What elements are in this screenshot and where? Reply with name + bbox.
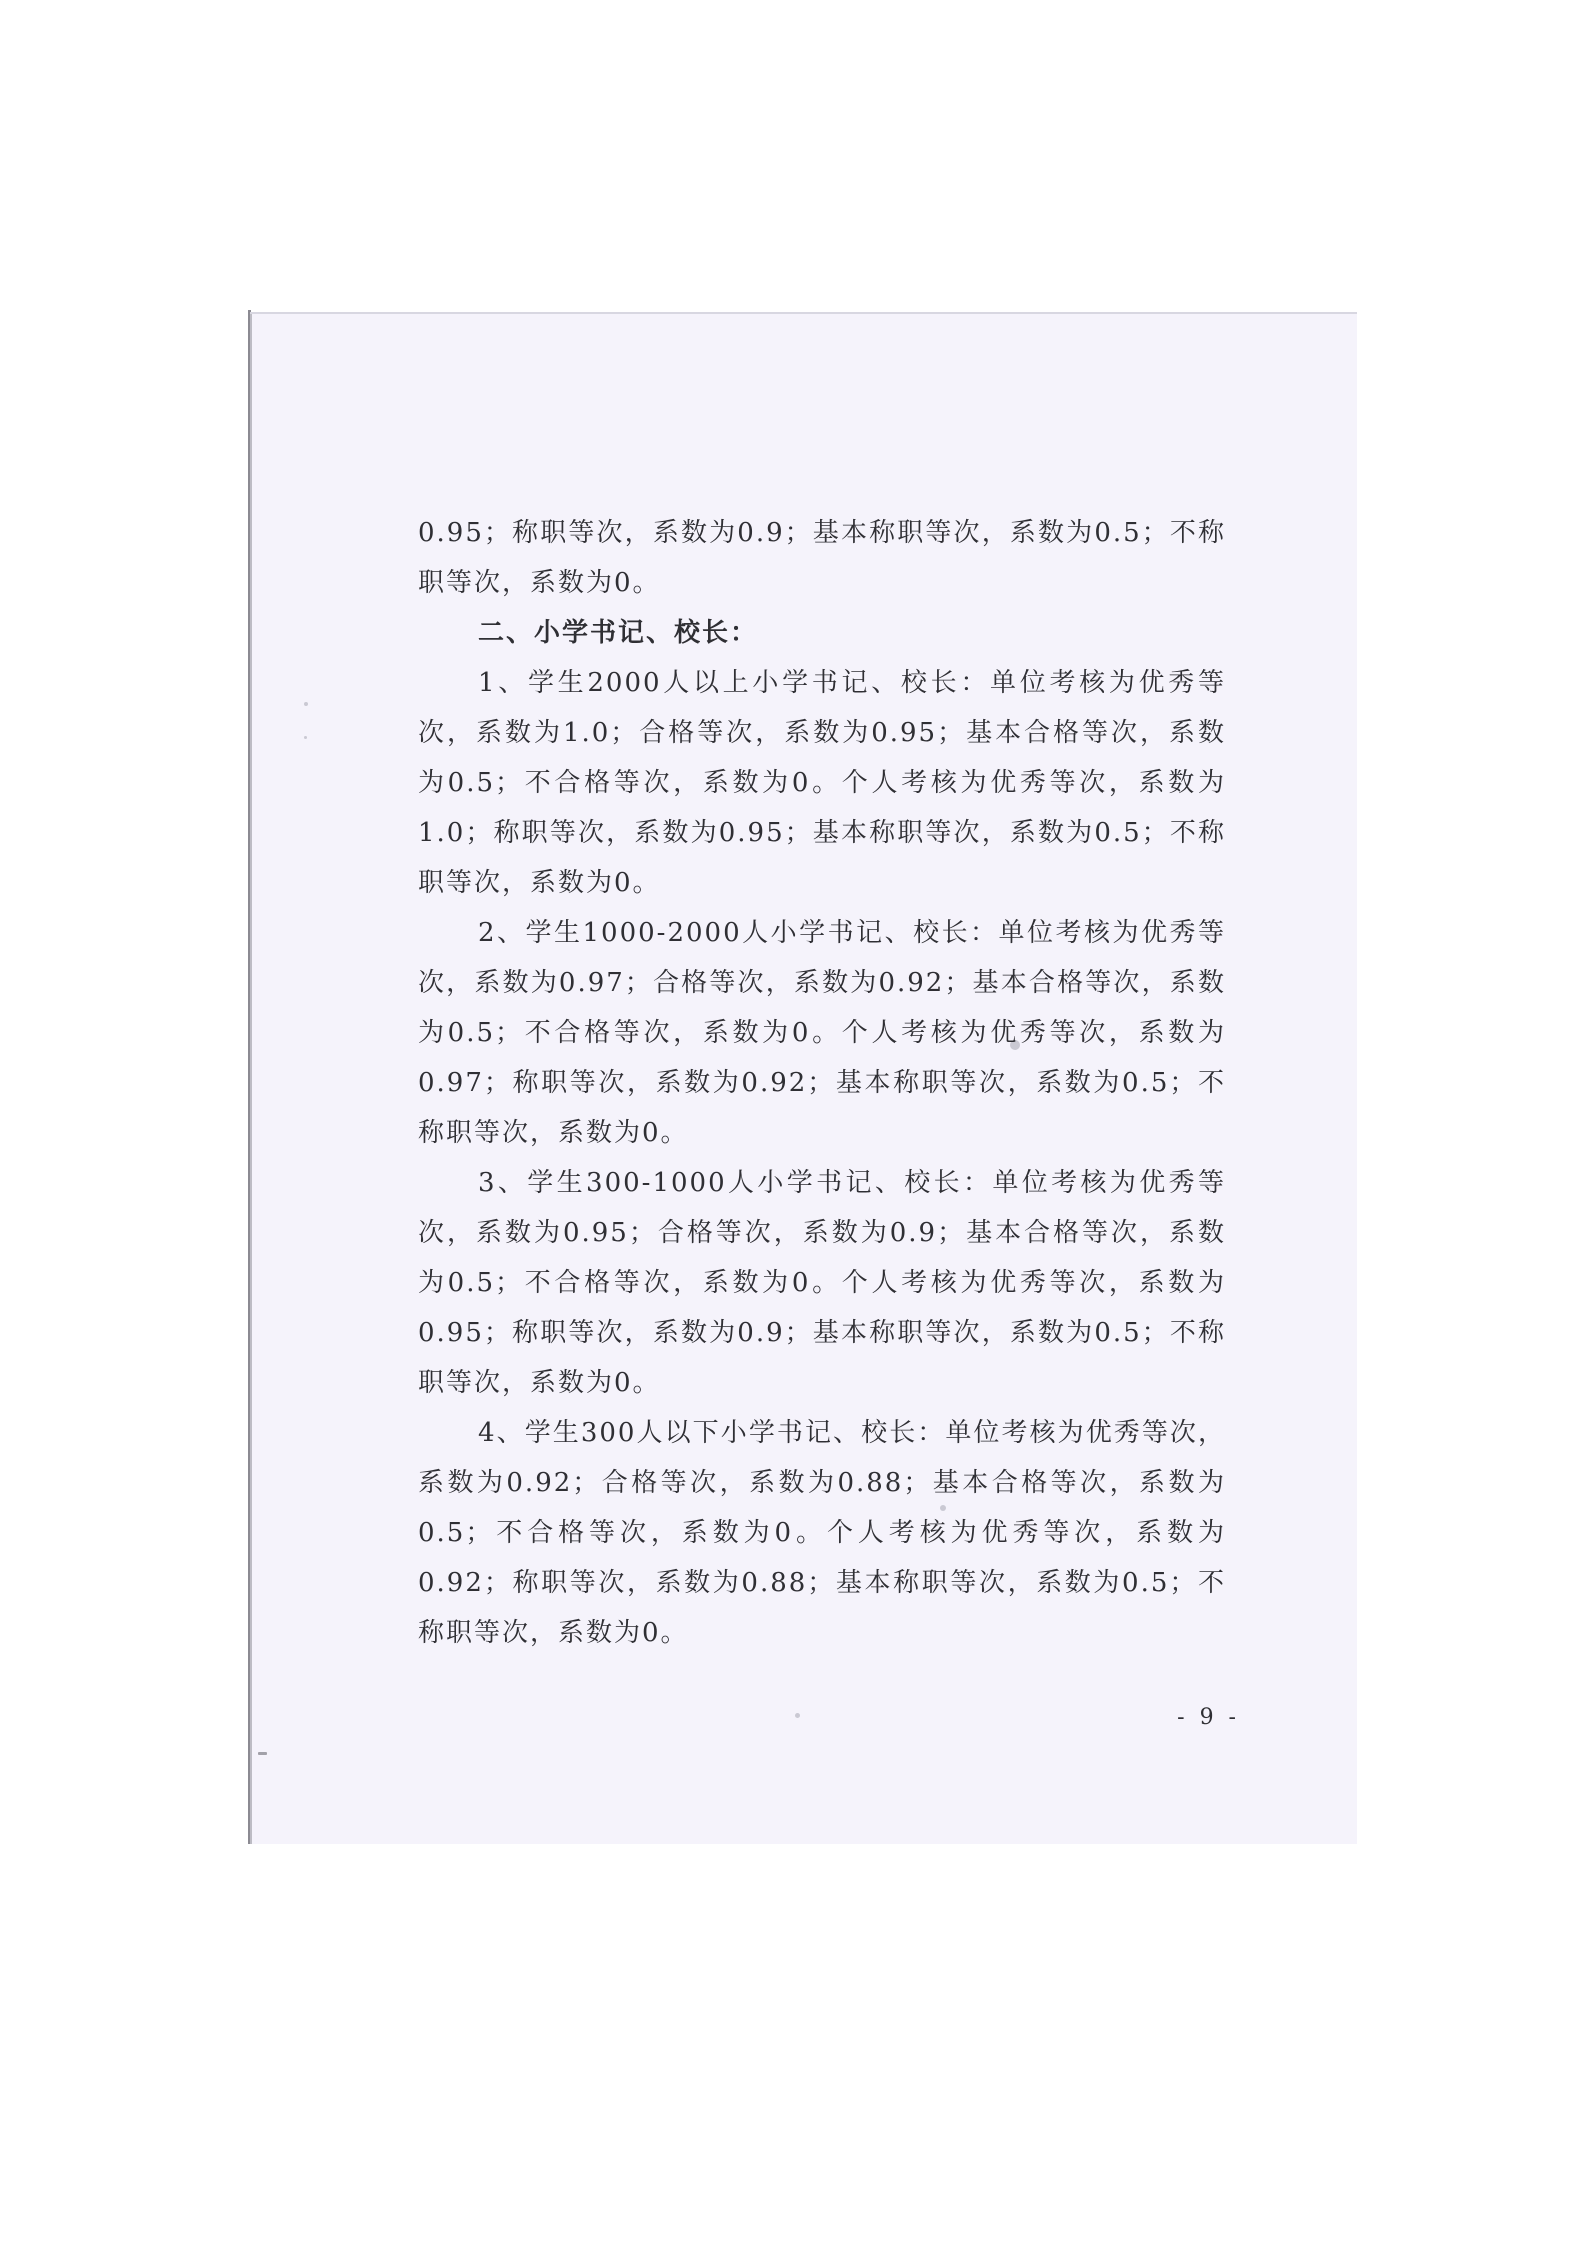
paragraph-item-3: 3、学生300-1000人小学书记、校长：单位考核为优秀等次，系数为0.95；合格等次，系数为0.9；基本合格等次，系数为0.5；不合格等次，系数为0。个人考核为优秀等次，系数为0.95；称职等次，系数为0.9；基本称职等次，系数为0.5；不称职等次，系数为0。	[418, 1168, 1226, 1398]
document-body	[418, 508, 1226, 1658]
scan-speck	[304, 702, 308, 706]
paragraph-continuation: 0.95；称职等次，系数为0.9；基本称职等次，系数为0.5；不称职等次，系数为0。	[418, 518, 1226, 598]
scan-speck	[304, 736, 307, 739]
paragraph-item-1: 1、学生2000人以上小学书记、校长：单位考核为优秀等次，系数为1.0；合格等次，系数为0.95；基本合格等次，系数为0.5；不合格等次，系数为0。个人考核为优秀等次，系数为1.0；称职等次，系数为0.95；基本称职等次，系数为0.5；不称职等次，系数为0。	[418, 668, 1226, 898]
scan-speck	[795, 1713, 800, 1718]
page-number: - 9 -	[1177, 1705, 1240, 1730]
paragraph-item-2: 2、学生1000-2000人小学书记、校长：单位考核为优秀等次，系数为0.97；合格等次，系数为0.92；基本合格等次，系数为0.5；不合格等次，系数为0。个人考核为优秀等次，系数为0.97；称职等次，系数为0.92；基本称职等次，系数为0.5；不称职等次，系数为0。	[418, 918, 1226, 1148]
scan-speck	[258, 1752, 267, 1755]
paragraph-item-4: 4、学生300人以下小学书记、校长：单位考核为优秀等次，系数为0.92；合格等次，系数为0.88；基本合格等次，系数为0.5；不合格等次，系数为0。个人考核为优秀等次，系数为0.92；称职等次，系数为0.88；基本称职等次，系数为0.5；不称职等次，系数为0。	[418, 1418, 1226, 1648]
sheet-top-edge	[250, 312, 1357, 314]
section-heading: 二、小学书记、校长：	[478, 618, 759, 648]
